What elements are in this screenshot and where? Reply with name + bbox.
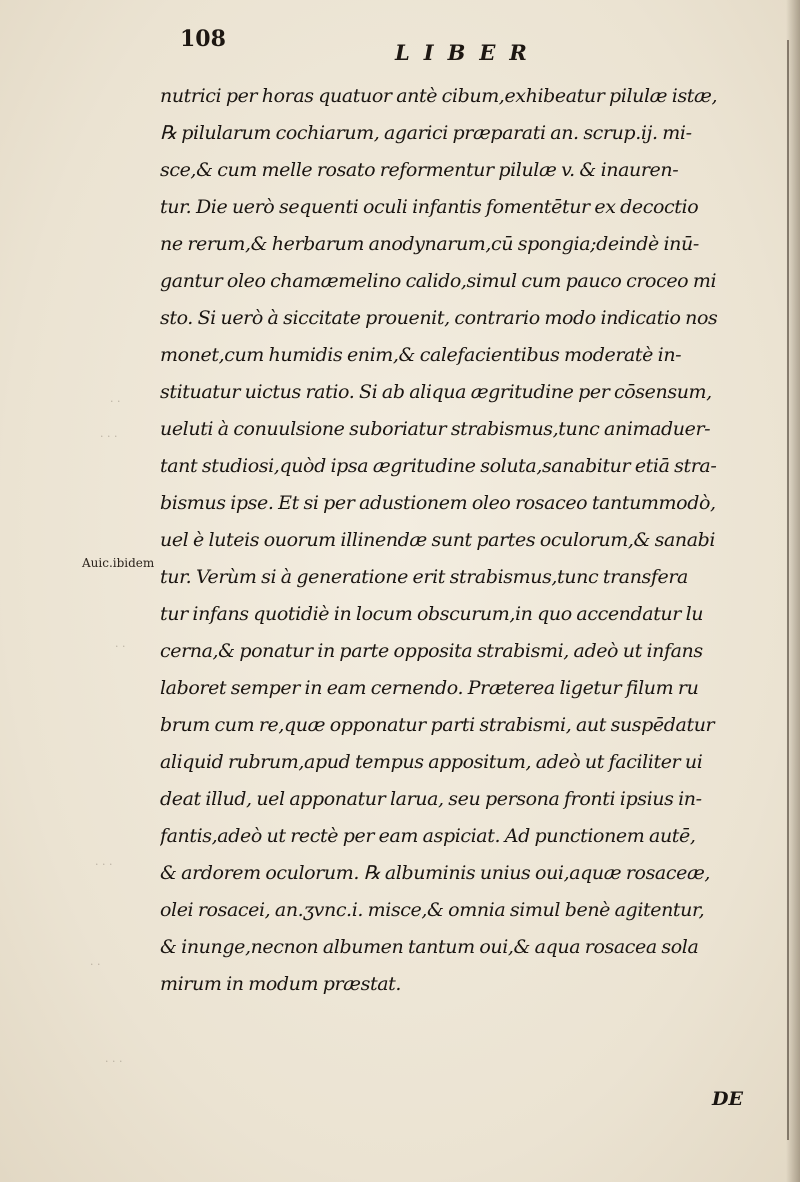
text-line: ueluti à conuulsione suboriatur strabismus,tunc animaduer- — [160, 418, 711, 440]
text-line: tur infans quotidiè in locum obscurum,in quo accendatur lu — [160, 603, 704, 625]
text-line: olei rosacei, an.ʒvnc.i. misce,& omnia simul benè agitentur, — [160, 899, 705, 921]
text-line: & inunge,necnon albumen tantum oui,& aqua rosacea sola — [160, 936, 699, 958]
text-line: cerna,& ponatur in parte opposita strabismi, adeò ut infans — [160, 640, 703, 662]
text-line: laboret semper in eam cernendo. Præterea ligetur filum ru — [160, 677, 699, 699]
text-line: stituatur uictus ratio. Si ab aliqua ægritudine per cōsensum, — [160, 381, 712, 403]
running-head: LIBER — [395, 40, 541, 65]
text-line: tur. Die uerò sequenti oculi infantis fomentētur ex decoctio — [160, 196, 699, 218]
text-line: bismus ipse. Et si per adustionem oleo rosaceo tantummodò, — [160, 492, 716, 514]
page-number: 108 — [180, 26, 226, 52]
text-line: nutrici per horas quatuor antè cibum,exhibeatur pilulæ istæ, — [160, 85, 718, 107]
text-line: brum cum re,quæ opponatur parti strabismi, aut suspēdatur — [160, 714, 715, 736]
text-line: tur. Verùm si à generatione erit strabismus,tunc transfera — [160, 566, 688, 588]
bleed-through-mark: · · · — [100, 430, 118, 443]
bleed-through-mark: · · · — [95, 858, 113, 871]
text-line: uel è luteis ouorum illinendæ sunt partes oculorum,& sanabi — [160, 529, 716, 551]
catchword: DE — [712, 1088, 743, 1110]
bleed-through-mark: · · — [90, 958, 101, 971]
text-line: aliquid rubrum,apud tempus appositum, adeò ut faciliter ui — [160, 751, 703, 773]
body-text — [160, 78, 800, 1018]
bleed-through-mark: · · — [115, 640, 126, 653]
text-line: tant studiosi,quòd ipsa ægritudine soluta,sanabitur etiā stra- — [160, 455, 717, 477]
text-line: mirum in modum præstat. — [160, 973, 402, 995]
bleed-through-mark: · · · — [105, 1055, 123, 1068]
text-line: sto. Si uerò à siccitate prouenit, contrario modo indicatio nos — [160, 307, 718, 329]
text-line: sce,& cum melle rosato reformentur pilulæ v. & inauren- — [160, 159, 679, 181]
text-line: deat illud, uel apponatur larua, seu persona fronti ipsius in- — [160, 788, 702, 810]
text-line: fantis,adeò ut rectè per eam aspiciat. Ad punctionem autē, — [160, 825, 696, 847]
text-line: & ardorem oculorum. ℞ albuminis unius oui,aquæ rosaceæ, — [160, 862, 711, 884]
bleed-through-mark: · · — [110, 395, 121, 408]
text-line: ℞ pilularum cochiarum, agarici præparati an. scrup.ij. mi- — [160, 122, 692, 144]
text-line: ne rerum,& herbarum anodynarum,cū spongia;deindè inū- — [160, 233, 699, 255]
margin-note: Auic.ibidem — [82, 556, 155, 570]
text-line: gantur oleo chamæmelino calido,simul cum pauco croceo mi — [160, 270, 717, 292]
text-line: monet,cum humidis enim,& calefacientibus moderatè in- — [160, 344, 682, 366]
